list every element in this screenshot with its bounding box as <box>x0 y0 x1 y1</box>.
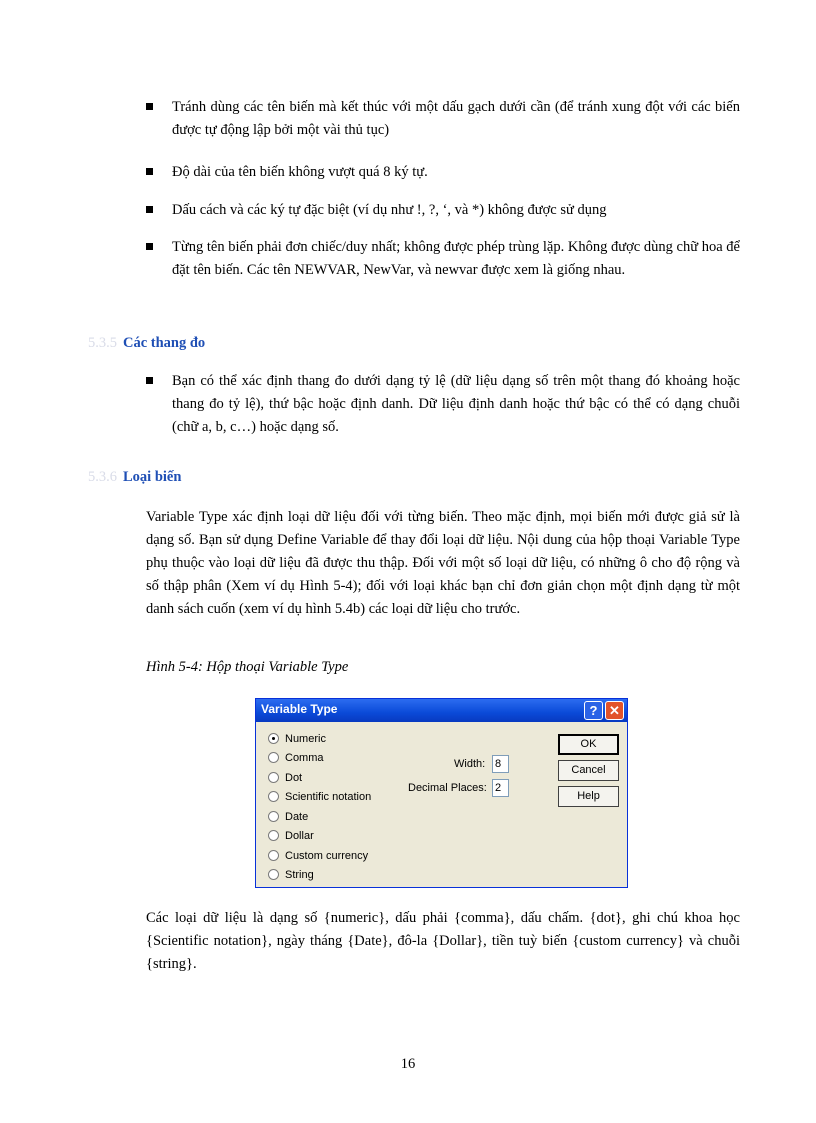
variable-type-dialog <box>255 698 628 888</box>
radio-icon[interactable] <box>268 830 279 841</box>
bullet-text: Bạn có thể xác định thang đo dưới dạng tỷ lệ (dữ liệu dạng số trên một thang đó khoảng hoặc thang đo tỷ lệ), thứ bậc hoặc định danh. Dữ liệu định danh hoặc thứ bậc có thể có dạng chuỗi (chữ a, b, c…) hoặc dạng số. <box>172 373 740 435</box>
section-heading-scales <box>88 335 205 352</box>
dialog-titlebar <box>256 699 627 722</box>
radio-selected-icon[interactable] <box>268 733 279 744</box>
help-icon[interactable]: ? <box>584 701 603 720</box>
bullet-text: Từng tên biến phải đơn chiếc/duy nhất; không được phép trùng lặp. Không được dùng chữ hoa để đặt tên biến. Các tên NEWVAR, NewVar, và newvar được xem là giống nhau. <box>172 239 740 278</box>
dialog-title: Variable Type <box>261 702 338 716</box>
section-number: 5.3.5 <box>88 335 117 351</box>
radio-label: Dot <box>285 772 303 784</box>
figure-caption: Hình 5-4: Hộp thoại Variable Type <box>146 659 349 675</box>
section-title: Các thang đo <box>123 335 206 351</box>
ok-button[interactable]: OK <box>558 734 619 755</box>
section-title: Loại biến <box>123 469 182 485</box>
body-paragraph: Các loại dữ liệu là dạng số {numeric}, dấu phải {comma}, dấu chấm. {dot}, ghi chú khoa học {Scientific notation}, ngày tháng {Date}, đô-la {Dollar}, tiền tuỳ biến {custom currency} và chuỗi {string}. <box>146 910 740 972</box>
section-number: 5.3.6 <box>88 469 117 485</box>
decimal-places-input[interactable]: 2 <box>492 779 509 797</box>
bullet-text: Dấu cách và các ký tự đặc biệt (ví dụ như !, ?, ‘, và *) không được sử dụng <box>172 202 607 218</box>
radio-label: Numeric <box>285 733 326 745</box>
radio-label: Custom currency <box>285 850 369 862</box>
bullet-item <box>146 370 740 439</box>
radio-label: Date <box>285 811 309 823</box>
cancel-button[interactable]: Cancel <box>558 760 619 781</box>
radio-label: Comma <box>285 752 324 764</box>
radio-label: String <box>285 869 314 881</box>
bullet-item <box>146 96 740 142</box>
radio-label: Dollar <box>285 830 314 842</box>
bullet-item <box>146 236 740 282</box>
section-heading-variable-type <box>88 469 181 486</box>
body-paragraph: Variable Type xác định loại dữ liệu đối với từng biến. Theo mặc định, mọi biến mới được giả sử là dạng số. Bạn sử dụng Define Variable để thay đổi loại dữ liệu. Nội dung của hộp thoại Variable Type phụ thuộc vào loại dữ liệu đã được thu thập. Đối với một số loại dữ liệu, có những ô cho độ rộng và số thập phân (Xem ví dụ Hình 5-4); đối với loại khác bạn chỉ đơn giản chọn một định dạng từ một danh sách cuốn (xem ví dụ hình 5.4b) các loại dữ liệu cho trước. <box>146 509 740 617</box>
page-number: 16 <box>400 1056 416 1072</box>
radio-icon[interactable] <box>268 772 279 783</box>
close-icon[interactable]: ✕ <box>605 701 624 720</box>
bullet-text: Độ dài của tên biến không vượt quá 8 ký tự. <box>172 164 428 180</box>
bullet-square-icon <box>146 377 153 384</box>
width-input[interactable]: 8 <box>492 755 509 773</box>
radio-icon[interactable] <box>268 811 279 822</box>
help-button[interactable]: Help <box>558 786 619 807</box>
radio-icon[interactable] <box>268 752 279 763</box>
radio-icon[interactable] <box>268 791 279 802</box>
bullet-item <box>146 199 740 222</box>
bullet-item <box>146 161 740 184</box>
width-label: Width: <box>454 758 486 770</box>
decimal-places-label: Decimal Places: <box>408 782 487 794</box>
bullet-square-icon <box>146 168 153 175</box>
radio-icon[interactable] <box>268 869 279 880</box>
bullet-text: Tránh dùng các tên biến mà kết thúc với một dấu gạch dưới cần (để tránh xung đột với các biến được tự động lập bởi một vài thủ tục) <box>172 99 740 138</box>
bullet-square-icon <box>146 103 153 110</box>
bullet-square-icon <box>146 206 153 213</box>
bullet-square-icon <box>146 243 153 250</box>
radio-icon[interactable] <box>268 850 279 861</box>
radio-label: Scientific notation <box>285 791 372 803</box>
